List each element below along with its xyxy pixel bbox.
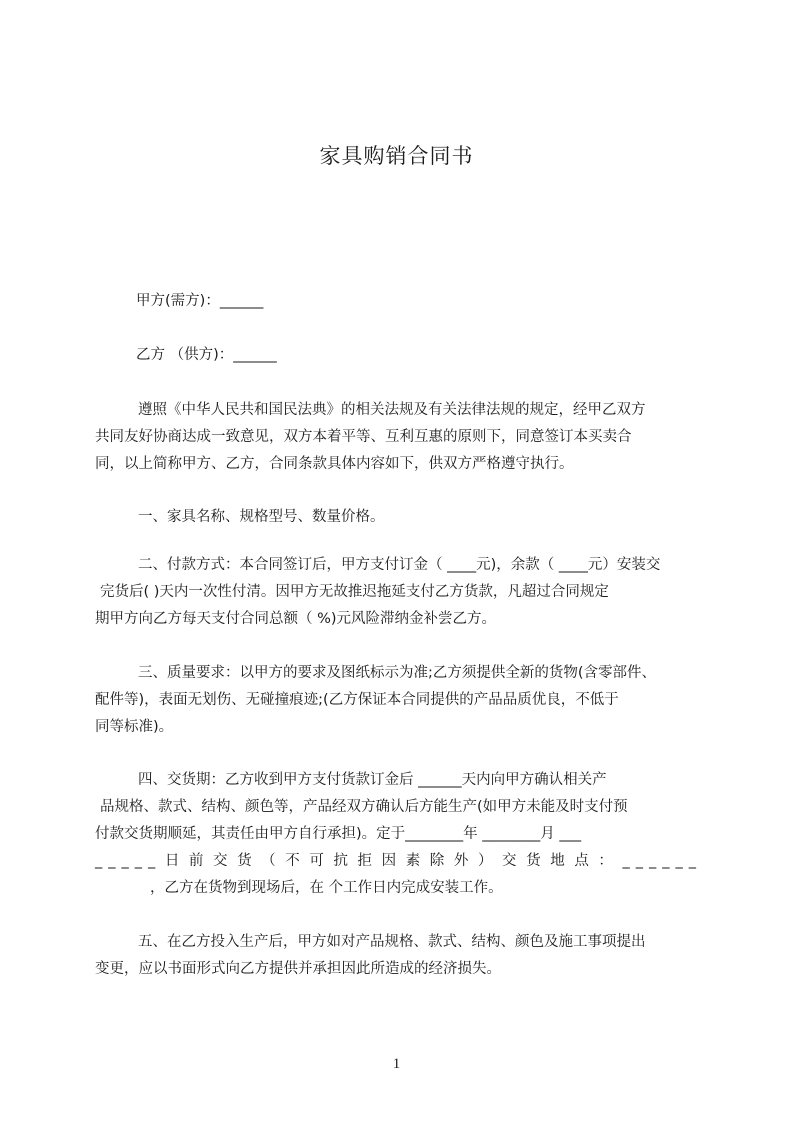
document-title: 家具购销合同书 — [319, 144, 474, 168]
section-5-line-2: 变更，应以书面形式向乙方提供并承担因此所造成的经济损失。 — [95, 961, 501, 977]
page-number: 1 — [392, 1056, 401, 1072]
intro-line-1: 遵照《中华人民共和国民法典》的相关法规及有关法律法规的规定，经甲乙双方 — [138, 402, 646, 418]
section-3-line-1: 三、质量要求：以甲方的要求及图纸标示为准;乙方须提供全新的货物(含零部件、 — [138, 665, 657, 681]
section-4-line-4: _____日前交货（不可抗拒因素除外）交货地点：______ — [95, 853, 702, 869]
section-3-line-2: 配件等)，表面无划伤、无碰撞痕迹;(乙方保证本合同提供的产品品质优良，不低于 — [95, 692, 619, 708]
section-4-line-2: 品规格、款式、结构、颜色等，产品经双方确认后方能生产(如甲方未能及时支付预 — [100, 799, 628, 815]
section-4-line-1: 四、交货期：乙方收到甲方支付货款订金后 ______天内向甲方确认相关产 — [138, 772, 607, 788]
intro-line-2: 共同友好协商达成一致意见，双方本着平等、互利互惠的原则下，同意签订本买卖合 — [95, 429, 632, 445]
section-5-line-1: 五、在乙方投入生产后，甲方如对产品规格、款式、结构、颜色及施工事项提出 — [138, 934, 646, 950]
section-2-line-2: 完货后( )天内一次性付清。因甲方无故推迟拖延支付乙方货款，凡超过合同规定 — [100, 584, 609, 600]
party-b-line: 乙方 （供方)：______ — [136, 347, 277, 363]
section-1-heading: 一、家具名称、规格型号、数量价格。 — [138, 509, 385, 525]
intro-line-3: 同，以上简称甲方、乙方，合同条款具体内容如下，供双方严格遵守执行。 — [95, 456, 574, 472]
section-2-line-3: 期甲方向乙方每天支付合同总额（ %)元风险滞纳金补尝乙方。 — [95, 611, 497, 627]
section-3-line-3: 同等标准)。 — [95, 719, 174, 735]
party-a-line: 甲方(需方)：______ — [136, 293, 264, 309]
section-4-line-5: ，乙方在货物到现场后，在 个工作日内完成安装工作。 — [150, 880, 503, 896]
section-2-line-1: 二、付款方式：本合同签订后，甲方支付订金（ ____元)，余款（ ____元）安装交 — [138, 557, 661, 573]
section-4-line-3: 付款交货期顺延，其责任由甲方自行承担)。定于________年 ________月 ___ — [95, 826, 582, 842]
